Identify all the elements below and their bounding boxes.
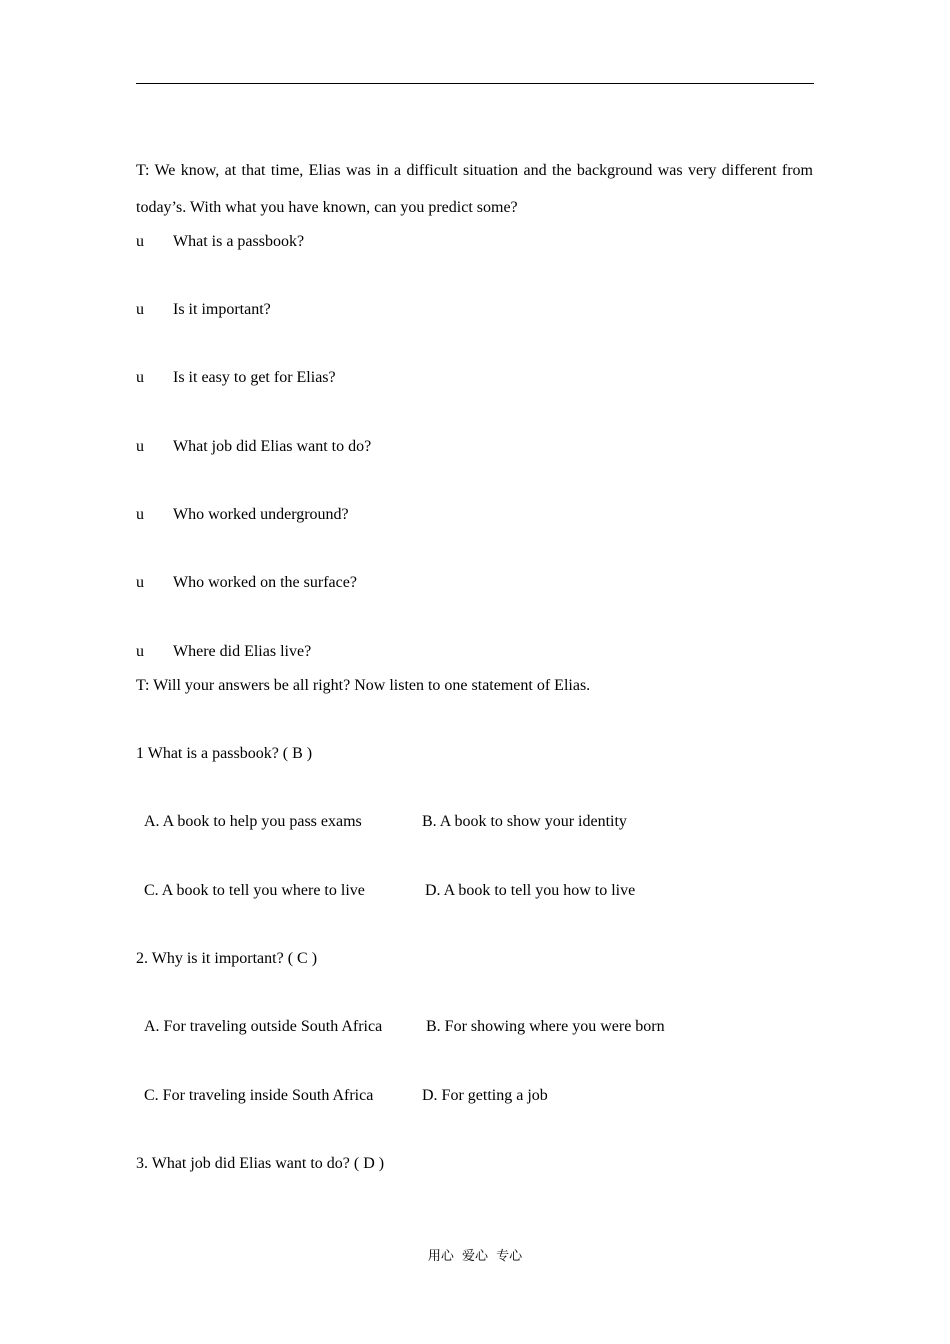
transition-line: T: Will your answers be all right? Now listen to one statement of Elias. — [136, 677, 591, 694]
bullet-marker: u — [136, 506, 144, 523]
bullet-item-surface: Who worked on the surface? — [173, 574, 357, 591]
question-2-option-a: A. For traveling outside South Africa — [144, 1018, 383, 1035]
header-rule — [136, 83, 814, 84]
question-3: 3. What job did Elias want to do? ( D ) — [136, 1155, 385, 1172]
bullet-marker: u — [136, 438, 144, 455]
bullet-item-underground: Who worked underground? — [173, 506, 349, 523]
question-1: 1 What is a passbook? ( B ) — [136, 745, 313, 762]
question-2-option-c: C. For traveling inside South Africa — [144, 1087, 374, 1104]
bullet-marker: u — [136, 233, 144, 250]
intro-paragraph: T: We know, at that time, Elias was in a difficult situation and the background was very different from today’s. With what you have known, can you predict some? — [136, 162, 813, 216]
question-2-option-b: B. For showing where you were born — [426, 1018, 665, 1035]
question-1-option-b: B. A book to show your identity — [422, 813, 627, 830]
bullet-marker: u — [136, 369, 144, 386]
bullet-marker: u — [136, 574, 144, 591]
question-2: 2. Why is it important? ( C ) — [136, 950, 318, 967]
bullet-item-job: What job did Elias want to do? — [173, 438, 372, 455]
page-footer: 用心 爱心 专心 — [427, 1249, 523, 1264]
bullet-marker: u — [136, 643, 144, 660]
question-1-option-c: C. A book to tell you where to live — [144, 882, 365, 899]
question-1-option-a: A. A book to help you pass exams — [144, 813, 362, 830]
bullet-item-easy-to-get: Is it easy to get for Elias? — [173, 369, 336, 386]
bullet-item-passbook: What is a passbook? — [173, 233, 305, 250]
question-2-option-d: D. For getting a job — [422, 1087, 548, 1104]
bullet-item-live: Where did Elias live? — [173, 643, 312, 660]
bullet-item-important: Is it important? — [173, 301, 271, 318]
question-1-option-d: D. A book to tell you how to live — [425, 882, 636, 899]
bullet-marker: u — [136, 301, 144, 318]
